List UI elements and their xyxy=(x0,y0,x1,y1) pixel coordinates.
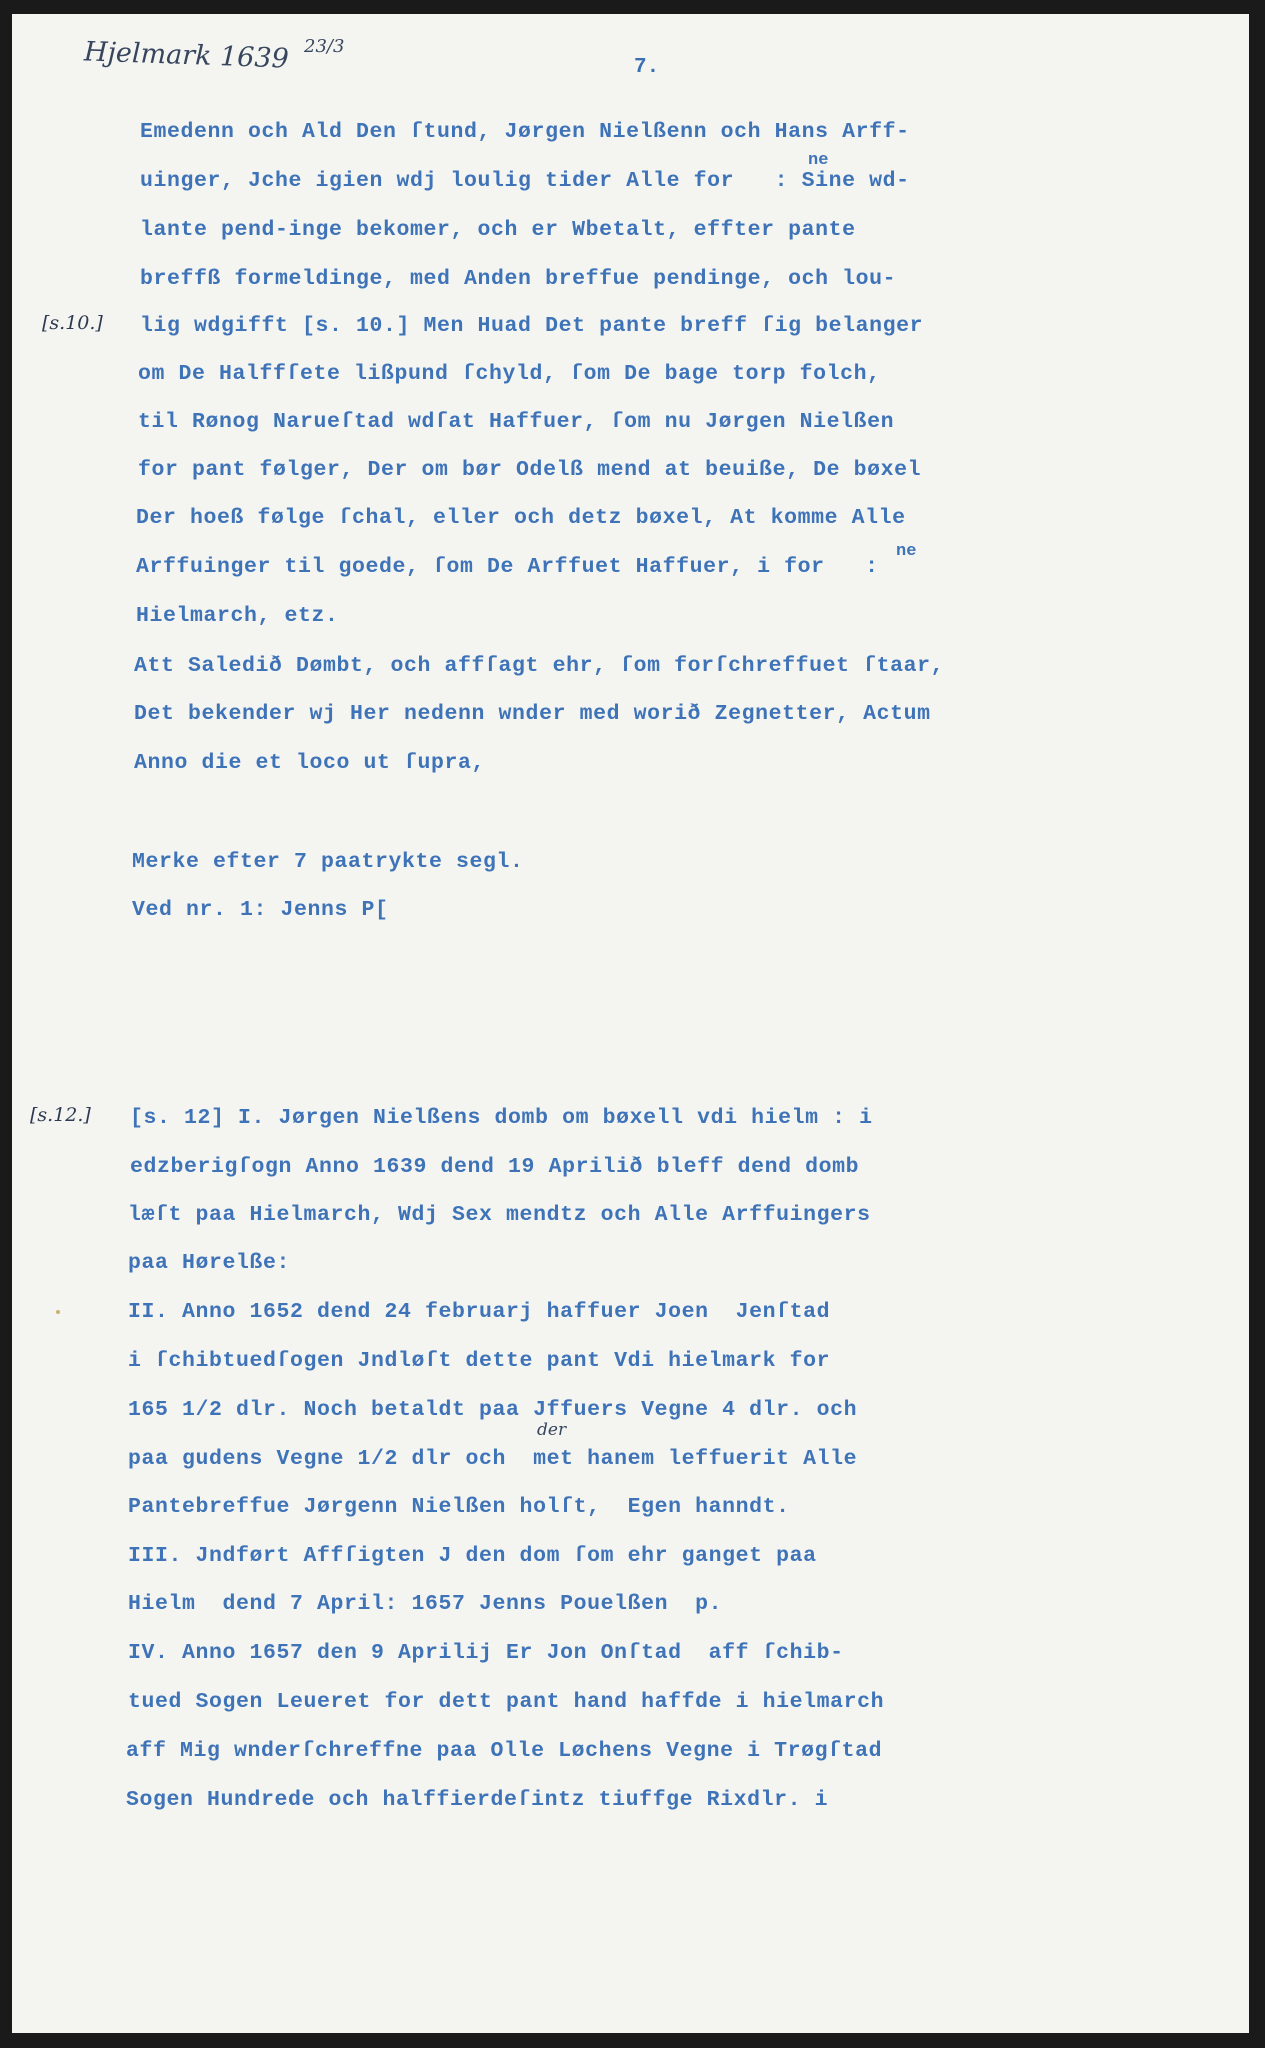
text-line: paa gudens Vegne 1/2 dlr och met hanem leffuerit Alle xyxy=(128,1447,858,1471)
text-line: III. Jndført Affſigten J den dom ſom ehr ganget paa xyxy=(128,1544,817,1568)
seal-line: Merke efter 7 paatrykte segl. xyxy=(132,850,524,874)
seal-line: Ved nr. 1: Jenns P[ xyxy=(132,898,389,922)
handwritten-date: 23/3 xyxy=(304,36,345,57)
text-line: uinger, Jche igien wdj loulig tider Alle for : Sine wd- xyxy=(140,169,910,193)
page-number: 7. xyxy=(634,56,660,79)
text-line: aff Mig wnderſchreffne paa Olle Løchens Vegne i Trøgſtad xyxy=(126,1739,883,1763)
superscript: ne xyxy=(808,151,829,170)
margin-note: [s.12.] xyxy=(30,1104,91,1126)
text-line: lante pend-inge bekomer, och er Wbetalt, effter pante xyxy=(140,218,856,242)
paper-spot xyxy=(56,1310,60,1314)
text-line: Sogen Hundrede och halffierdeſintz tiuffge Rixdlr. i xyxy=(126,1788,829,1812)
text-line: om De Halffſete lißpund ſchyld, ſom De bage torp folch, xyxy=(138,362,881,386)
text-line: Anno die et loco ut ſupra, xyxy=(134,751,486,775)
text-line: til Rønog Narueſtad wdſat Haffuer, ſom nu Jørgen Nielßen xyxy=(138,410,895,434)
text-line: Emedenn och Ald Den ſtund, Jørgen Nielßenn och Hans Arff- xyxy=(140,120,910,144)
document-page xyxy=(12,14,1249,2033)
text-line: i ſchibtuedſogen Jndløſt dette pant Vdi hielmark for xyxy=(128,1349,831,1373)
text-line: Der hoeß følge ſchal, eller och detz bøxel, At komme Alle xyxy=(136,506,906,530)
text-line: læſt paa Hielmarch, Wdj Sex mendtz och Alle Arffuingers xyxy=(128,1203,871,1227)
text-line: Arffuinger til goede, ſom De Arffuet Haffuer, i for : xyxy=(136,555,879,579)
handwritten-title: Hjelmark 1639 xyxy=(83,36,290,75)
text-line: IV. Anno 1657 den 9 Aprilij Er Jon Onſtad aff ſchib- xyxy=(128,1641,844,1665)
text-line: II. Anno 1652 dend 24 februarj haffuer Joen Jenſtad xyxy=(128,1300,831,1324)
superscript: ne xyxy=(896,542,917,561)
text-line: for pant følger, Der om bør Odelß mend at beuiße, De bøxel xyxy=(138,458,922,482)
text-line: 165 1/2 dlr. Noch betaldt paa Jffuers Vegne 4 dlr. och xyxy=(128,1398,858,1422)
text-line: Hielm dend 7 April: 1657 Jenns Pouelßen p. xyxy=(128,1592,723,1616)
text-line: breffß formeldinge, med Anden breffue pendinge, och lou- xyxy=(140,267,897,291)
text-line: edzberigſogn Anno 1639 dend 19 Aprilið bleff dend domb xyxy=(130,1155,860,1179)
text-line: Hielmarch, etz. xyxy=(136,604,339,628)
text-line: paa Hørelße: xyxy=(128,1251,291,1275)
text-line: [s. 12] I. Jørgen Nielßens domb om bøxell vdi hielm : i xyxy=(130,1106,873,1130)
text-line: lig wdgifft [s. 10.] Men Huad Det pante breff ſig belanger xyxy=(140,314,924,338)
text-line: Att Saledið Dømbt, och affſagt ehr, ſom forſchreffuet ſtaar, xyxy=(134,654,945,678)
text-line: Det bekender wj Her nedenn wnder med worið Zegnetter, Actum xyxy=(134,702,931,726)
handwritten-insert: der xyxy=(537,1420,567,1440)
margin-note: [s.10.] xyxy=(42,312,103,334)
text-line: Pantebreffue Jørgenn Nielßen holſt, Egen hanndt. xyxy=(128,1495,790,1519)
text-line: tued Sogen Leueret for dett pant hand haffde i hielmarch xyxy=(128,1690,885,1714)
